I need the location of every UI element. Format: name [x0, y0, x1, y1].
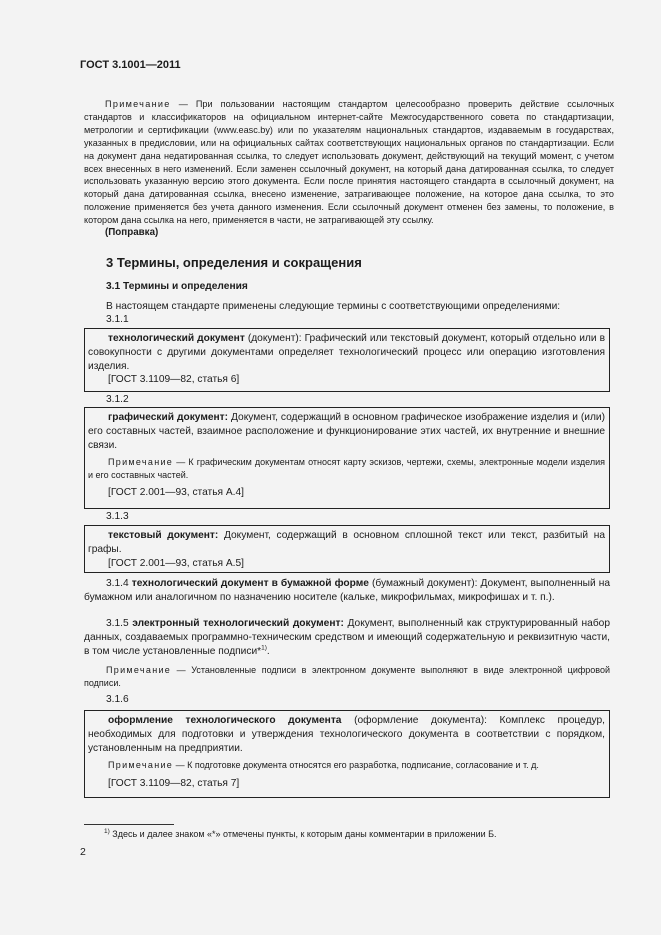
intro-note — [84, 98, 614, 227]
term-source: [ГОСТ 3.1109—82, статья 7] — [108, 777, 240, 789]
definition-text: (бумажный документ): Документ, выполненный на бумажном или аналогичном по назначению носителе (кальке, микрофильмах, микрофишах и т. п.). — [84, 578, 610, 603]
term-definition — [88, 714, 605, 755]
term-source: [ГОСТ 3.1109—82, статья 6] — [108, 374, 240, 386]
term-name: электронный технологический документ: — [132, 618, 344, 629]
term-name: графический документ: — [108, 412, 229, 423]
term-box-text-document — [84, 525, 610, 573]
page-number: 2 — [80, 846, 86, 858]
note-text: — При пользовании настоящим стандартом целесообразно проверить действие ссылочных стандартов и классификаторов на официальном интернет-сайте Межгосударственного совета по стандартизации, метрологии и сертификации (www.easc.by) или по указателям национальных стандартов, издаваемым в государствах, указанных в предисловии, или на официальных сайтах соответствующих национальных органов по стандартизации. Если на документ дана недатированная ссылка, то следует использовать документ, действующий на текущий момент, с учетом всех внесенных в него изменений. Если заменен ссылочный документ, на который дана датированная ссылка, то следует использовать указанную версию этого документа. Если после принятия настоящего стандарта в ссылочный документ, на который дана датированная ссылка, внесено изменение, затрагивающее положение, на которое дана ссылка, то это положение применяется без учета данного изменения. Если ссылочный документ отменен без замены, то положение, в котором дана ссылка на него, применяется в части, не затрагивающей эту ссылку. — [84, 99, 614, 226]
note-label: Примечание — [106, 665, 172, 675]
term-definition — [88, 529, 605, 557]
definition-end: . — [266, 645, 270, 657]
term-name: текстовый документ: — [108, 530, 219, 541]
footnote-ref: 1) — [261, 644, 267, 652]
subsection-title: 3.1 Термины и определения — [106, 281, 248, 292]
term-number: 3.1.4 — [106, 578, 129, 589]
note-text: — К подготовке документа относятся его разработка, подписание, согласование и т. д. — [173, 760, 539, 771]
term-number: 3.1.6 — [106, 694, 129, 705]
term-note — [84, 664, 610, 689]
footnote-divider — [84, 824, 174, 825]
definition-text: Документ, содержащий в основном сплошной текст или текст, разбитый на графы. — [88, 530, 605, 555]
definition-text: Документ, выполненный как структурированный набор данных, создаваемых программно-техническим средством и имеющий содержательную и реквизитную части, в том числе установленные подписи* — [84, 618, 610, 657]
note-text: — Установленные подписи в электронном документе выполняют в виде электронной цифровой подписи. — [84, 665, 610, 688]
footnote-mark: 1) — [104, 828, 110, 835]
amendment-label: (Поправка) — [105, 227, 159, 238]
term-note — [88, 759, 605, 772]
section-title: 3 Термины, определения и сокращения — [106, 255, 362, 270]
term-name: технологический документ — [108, 333, 245, 344]
definition-text: Документ, содержащий в основном графическое изображение изделия и (или) его составных частей, взаимное расположение и функционирование этих частей, их внутренние и внешние связи. — [88, 412, 606, 451]
term-number: 3.1.1 — [106, 314, 129, 325]
note-text: — К графическим документам относят карту эскизов, чертежи, схемы, электронные модели изделия и его составных частей. — [88, 457, 605, 480]
term-box-technological-document — [84, 328, 610, 392]
intro-text: В настоящем стандарте применены следующие термины с соответствующими определениями: — [106, 301, 561, 312]
note-label: Примечание — [105, 99, 171, 109]
term-note — [88, 456, 605, 481]
note-label: Примечание — [108, 760, 174, 771]
term-name: оформление технологического документа — [108, 715, 342, 726]
footnote-text: Здесь и далее знаком «*» отмечены пункты, к которым даны комментарии в приложении Б. — [109, 829, 497, 839]
term-number: 3.1.2 — [106, 394, 129, 405]
definition-text: (оформление документа): Комплекс процедур, необходимых для подготовки и утверждения технологического документа в соответствии с порядком, установленным на предприятии. — [88, 715, 605, 754]
term-name: технологический документ в бумажной форме — [131, 578, 369, 589]
term-box-graphic-document — [84, 407, 610, 509]
term-source: [ГОСТ 2.001—93, статья А.4] — [108, 486, 244, 498]
term-paper-document — [84, 577, 610, 605]
term-source: [ГОСТ 2.001—93, статья А.5] — [108, 557, 244, 569]
term-definition — [88, 332, 605, 373]
term-definition — [88, 411, 605, 452]
term-electronic-document — [84, 617, 610, 658]
term-box-document-formalization — [84, 710, 610, 798]
footnote — [104, 829, 497, 839]
definition-text: (документ): Графический или текстовый документ, который отдельно или в совокупности с другими документами определяет технологический процесс или операцию изготовления изделия. — [88, 333, 605, 372]
term-number: 3.1.3 — [106, 511, 129, 522]
term-number: 3.1.5 — [106, 618, 129, 629]
document-header: ГОСТ 3.1001—2011 — [80, 59, 181, 71]
note-label: Примечание — [108, 457, 174, 468]
